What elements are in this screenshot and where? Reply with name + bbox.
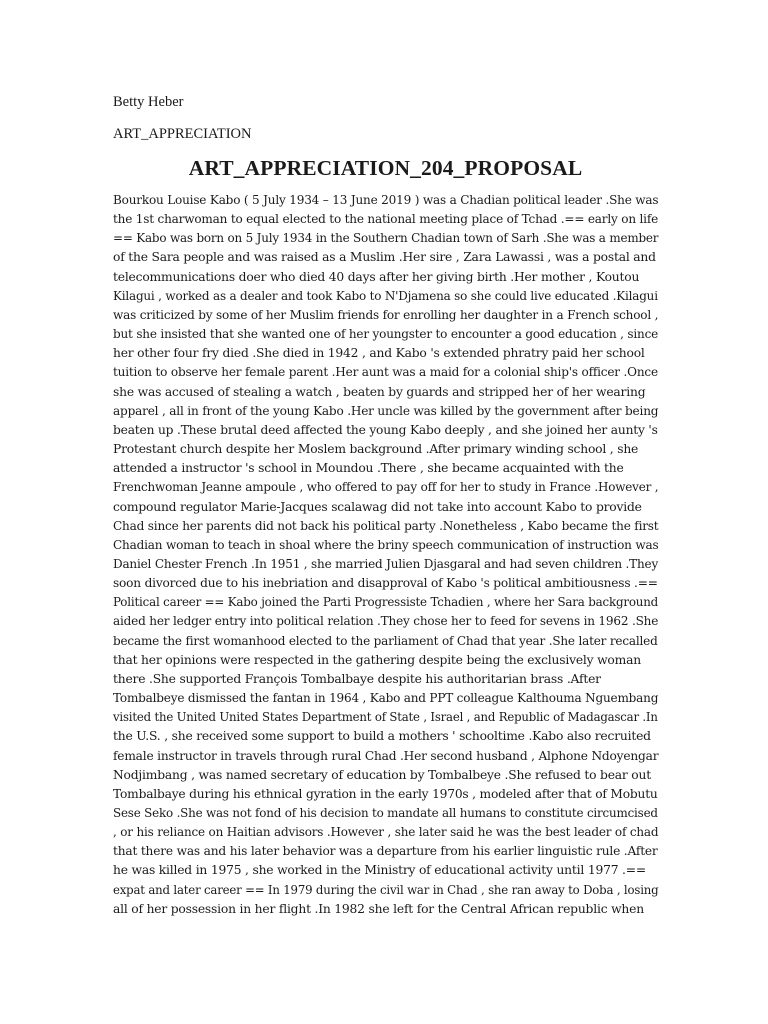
body-line: all of her possession in her flight .In 1982 she left for the Central African republic when <box>113 901 644 916</box>
body-line: there .She supported François Tombalbaye despite his authoritarian brass .After <box>113 671 601 686</box>
body-line: beaten up .These brutal deed affected the young Kabo deeply , and she joined her aunty 's <box>113 422 658 437</box>
body-line: apparel , all in front of the young Kabo .Her uncle was killed by the government after being <box>113 403 659 418</box>
body-line: Chad since her parents did not back his political party .Nonetheless , Kabo became the first <box>113 518 659 533</box>
body-line: Protestant church despite her Moslem background .After primary winding school , she <box>113 442 639 457</box>
body-line: female instructor in travels through rural Chad .Her second husband , Alphone Ndoyengar <box>113 748 659 763</box>
body-line: became the first womanhood elected to the parliament of Chad that year .She later recalled <box>113 633 658 648</box>
author-name: Betty Heber <box>113 94 184 110</box>
body-line: that there was and his later behavior was a departure from his earlier linguistic rule .After <box>113 844 658 859</box>
body-line: Daniel Chester French .In 1951 , she married Julien Djasgaral and had seven children .They <box>113 556 659 571</box>
body-line: Nodjimbang , was named secretary of education by Tombalbeye .She refused to bear out <box>113 767 651 782</box>
body-line: of the Sara people and was raised as a Muslim .Her sire , Zara Lawassi , was a postal and <box>113 250 656 265</box>
body-line: was criticized by some of her Muslim friends for enrolling her daughter in a French school , <box>113 307 659 322</box>
body-line: == Kabo was born on 5 July 1934 in the Southern Chadian town of Sarh .She was a member <box>113 231 659 246</box>
body-line: Chadian woman to teach in shoal where the briny speech communication of instruction was <box>113 537 659 552</box>
body-line: , or his reliance on Haitian advisors .However , she later said he was the best leader of chad <box>113 825 659 840</box>
body-line: Kilagui , worked as a dealer and took Kabo to N'Djamena so she could live educated .Kilagui <box>113 288 658 303</box>
document-page <box>113 92 658 919</box>
body-line: the 1st charwoman to equal elected to the national meeting place of Tchad .== early on life <box>113 212 659 227</box>
body-line: Tombalbeye dismissed the fantan in 1964 , Kabo and PPT colleague Kalthouma Nguembang <box>113 691 659 706</box>
body-line: attended a instructor 's school in Moundou .There , she became acquainted with the <box>113 461 624 476</box>
body-line: Sese Seko .She was not fond of his decision to mandate all humans to constitute circumcised <box>113 806 658 820</box>
body-paragraph <box>113 191 658 919</box>
body-line: but she insisted that she wanted one of her youngster to encounter a good education , since <box>113 327 659 342</box>
body-line: aided her ledger entry into political relation .They chose her to feed for sevens in 1962 .She <box>113 614 659 629</box>
body-line: Frenchwoman Jeanne ampoule , who offered to pay off for her to study in France .However , <box>113 480 659 495</box>
body-line: tuition to observe her female parent .Her aunt was a maid for a colonial ship's officer .Once <box>113 365 658 380</box>
body-line: Bourkou Louise Kabo ( 5 July 1934 – 13 June 2019 ) was a Chadian political leader .She was <box>113 193 659 207</box>
body-line: visited the United United States Department of State , Israel , and Republic of Madagascar .In <box>113 710 658 725</box>
body-line: he was killed in 1975 , she worked in the Ministry of educational activity until 1977 .== <box>113 863 646 878</box>
body-line: Political career == Kabo joined the Parti Progressiste Tchadien , where her Sara background <box>113 595 659 610</box>
body-line: her other four fry died .She died in 1942 , and Kabo 's extended phratry paid her school <box>113 346 645 361</box>
course-name: ART_APPRECIATION <box>113 126 252 142</box>
document-title: ART_APPRECIATION_204_PROPOSAL <box>188 156 583 180</box>
body-line: compound regulator Marie-Jacques scalawag did not take into account Kabo to provide <box>113 499 642 514</box>
body-line: she was accused of stealing a watch , beaten by guards and stripped her of her wearing <box>113 384 646 399</box>
body-line: the U.S. , she received some support to build a mothers ' schooltime .Kabo also recruited <box>113 729 651 744</box>
body-line: that her opinions were respected in the gathering despite being the exclusively woman <box>113 652 641 667</box>
body-line: Tombalbaye during his ethnical gyration in the early 1970s , modeled after that of Mobutu <box>113 786 658 801</box>
body-line: telecommunications doer who died 40 days after her giving birth .Her mother , Koutou <box>113 269 640 284</box>
body-line: soon divorced due to his inebriation and disapproval of Kabo 's political ambitiousness .== <box>113 576 658 591</box>
body-line: expat and later career == In 1979 during the civil war in Chad , she ran away to Doba , losing <box>113 882 659 897</box>
